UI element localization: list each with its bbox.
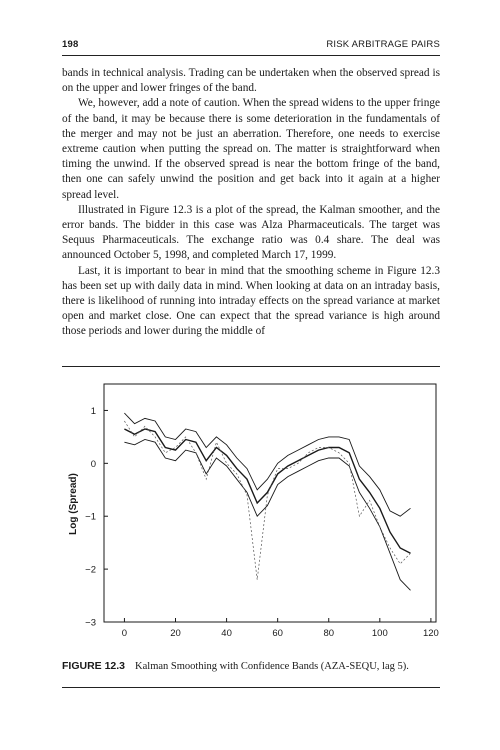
paragraph: Last, it is important to bear in mind that the smoothing scheme in Figure 12.3 has been set up with daily data in mind. When looking at data on an intraday basis, there is likelihood of running into intraday effects on the spread variance at market open and market close. One can expect that the spread variance is high around those periods and lower during the middle of: [62, 264, 440, 338]
x-tick-label: 100: [371, 628, 388, 639]
x-tick-label: 80: [323, 628, 335, 639]
series-line-upper-band: [124, 413, 410, 516]
figure-top-rule: [62, 366, 440, 367]
series-line-smoother: [124, 429, 410, 553]
kalman-smoothing-chart: [62, 380, 442, 652]
x-tick-label: 120: [422, 628, 439, 639]
y-tick-label: −1: [85, 511, 96, 523]
figure-caption-text: Kalman Smoothing with Confidence Bands (AZA-SEQU, lag 5).: [135, 661, 409, 672]
x-tick-label: 60: [272, 628, 283, 639]
series-line-lower-band: [124, 440, 410, 591]
x-tick-label: 20: [170, 628, 181, 639]
y-tick-label: −2: [85, 564, 96, 576]
y-axis-label: Log (Spread): [68, 473, 79, 535]
running-head: [62, 39, 440, 56]
body-text: [62, 66, 440, 340]
page-number: 198: [62, 39, 79, 50]
paragraph: Illustrated in Figure 12.3 is a plot of the spread, the Kalman smoother, and the error bands. The bidder in this case was Alza Pharmaceuticals. The target was Sequus Pharmaceuticals. The exchange ratio was 0.4 share. The deal was announced October 5, 1998, and completed March 17, 1999.: [62, 203, 440, 262]
figure-caption: [62, 660, 440, 672]
y-tick-label: 1: [90, 405, 96, 417]
section-title: RISK ARBITRAGE PAIRS: [326, 39, 440, 50]
paragraph: bands in technical analysis. Trading can be undertaken when the observed spread is on the upper and lower fringes of the band.: [62, 67, 440, 95]
y-tick-label: −3: [85, 617, 96, 629]
figure-label: FIGURE 12.3: [62, 660, 126, 672]
paragraph: We, however, add a note of caution. When the spread widens to the upper fringe of the band, it may be because there is some deterioration in the fundamentals of the merger and may not be just an aberration. Therefore, one needs to exercise extreme caution when putting the spread on. The matter is straightforward when timing the unwind. If the observed spread is near the bottom fringe of the band, then one can safely unwind the position and get back into it again at a higher spread level.: [62, 97, 441, 201]
x-tick-label: 0: [121, 628, 128, 639]
x-tick-label: 40: [221, 628, 232, 639]
series-line-spread: [124, 421, 410, 580]
y-tick-label: 0: [90, 458, 96, 470]
figure-bottom-rule: [62, 687, 440, 688]
